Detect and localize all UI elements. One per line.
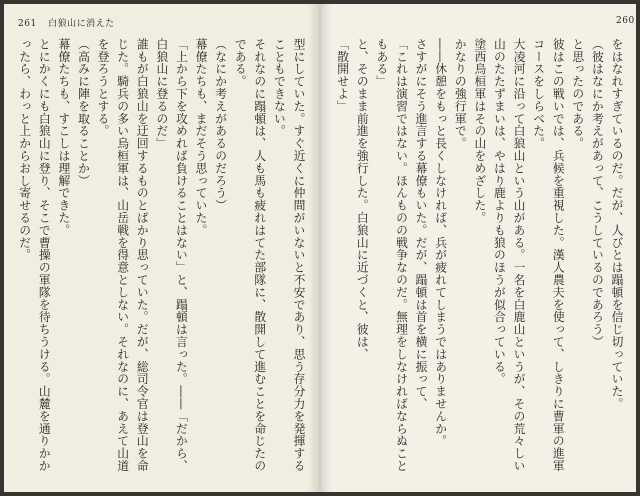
right-page-header bbox=[616, 16, 635, 26]
left-page-header bbox=[18, 16, 115, 29]
left-page bbox=[4, 4, 320, 492]
right-page-body-text: をはなれすぎているのだ。だが、人びとは蹋頓を信じ切っていた。 （彼はなにか考えがあって、こうしているのであろう） と思ったのである。 彼はこの戦いでは、兵候を重視した。漢人農夫を使って、しきりに曹軍の進軍コースをしらべた。 大凌河に沿って白狼山という山がある。一名を白鹿山というが、その荒々しい山のたたずまいは、やはり鹿よりも狼のほうが似合っている。 塗西烏桓軍はその山をめざした。 かなりの強行軍で。 ――休憩をもっと長くしなければ、兵が疲れてしまうではありませんか。 さすがにそう進言する幕僚もいた。だが、蹋頓は首を横に振って、 「これは演習ではない。ほんものの戦争なのだ。無理をしなければならぬこともある」 と、そのまま前進を強行した。白狼山に近づくと、彼は、 「散開せよ」 bbox=[335, 38, 624, 472]
left-page-body-text: 型にしていた。すぐ近くに仲間がいないと不安であり、思う存分力を発揮することもできない。 それなのに蹋頓は、人も馬も疲れはてた部隊に、散開して進むことを命じたのである。 （なにか考えがあるのだろう） 幕僚たちも、まだそう思っていた。 「上から下を攻めれば負けることはない」と、蹋頓は言った。――「だから、白狼山に登るのだ」 誰もが白狼山を迂回するものとばかり思っていた。だが、総司令官は登山を命じた。騎兵の多い烏桓軍は、山岳戦を得意としない。それなのに、あえて山道を登ろうとする。 （高みに陣を取ることか） 幕僚たちも、すこしは理解できた。 とにかくにも白狼山に登り、そこで曹操の軍隊を待ちうける。山麓を通りかかったら、わっと上からおし寄せるのだ。 bbox=[18, 38, 306, 472]
book-spread bbox=[4, 4, 636, 492]
right-page bbox=[320, 4, 636, 492]
right-page-number: 260 bbox=[616, 16, 635, 26]
left-page-number: 261 bbox=[18, 19, 37, 29]
running-head: 白狼山に消えた bbox=[48, 19, 115, 29]
